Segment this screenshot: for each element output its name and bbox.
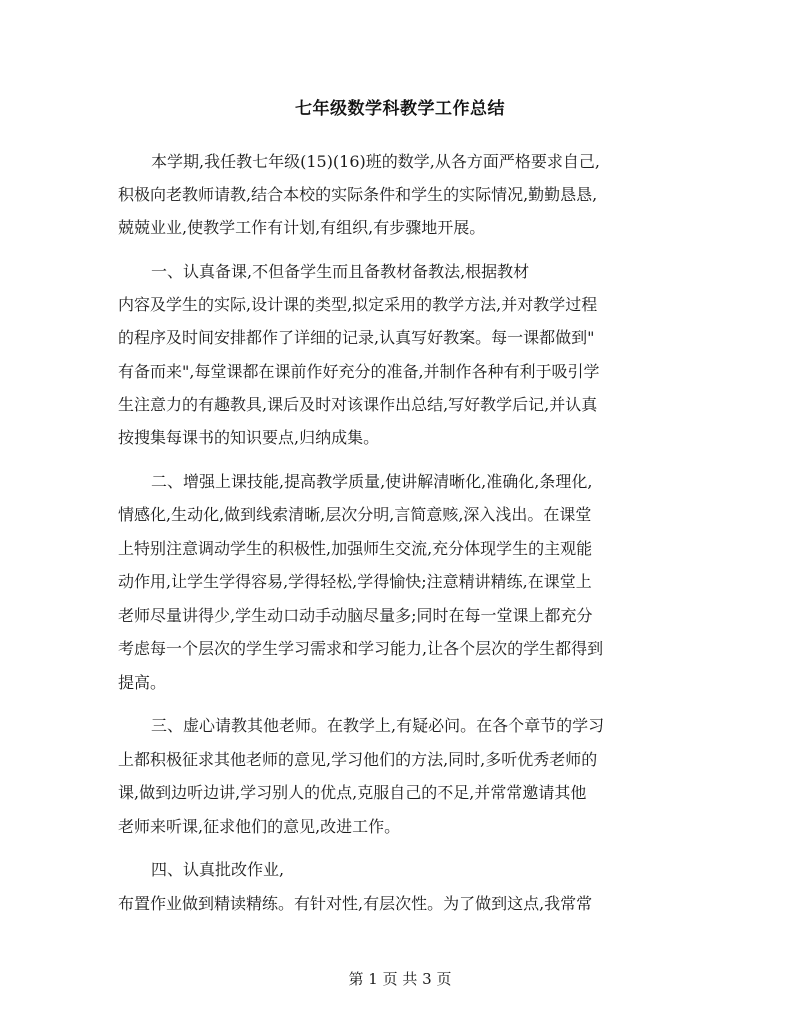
page-number: 第 1 页 共 3 页 bbox=[348, 970, 452, 988]
paragraph-line: 本学期,我任教七年级(15)(16)班的数学,从各方面严格要求自己, bbox=[151, 152, 600, 171]
paragraph-line: 老师尽量讲得少,学生动口动手动脑尽量多;同时在每一堂课上都充分 bbox=[118, 606, 593, 625]
document-title: 七年级数学科教学工作总结 bbox=[295, 99, 505, 119]
paragraph-line: 老师来听课,征求他们的意见,改进工作。 bbox=[118, 817, 401, 836]
paragraph-line: 提高。 bbox=[118, 673, 167, 692]
paragraph-line: 兢兢业业,使教学工作有计划,有组织,有步骤地开展。 bbox=[118, 218, 486, 237]
paragraph-line: 有备而来",每堂课都在课前作好充分的准备,并制作各种有利于吸引学 bbox=[118, 362, 600, 381]
paragraph-line: 情感化,生动化,做到线索清晰,层次分明,言简意赅,深入浅出。在课堂 bbox=[118, 505, 592, 524]
paragraph-line: 积极向老教师请教,结合本校的实际条件和学生的实际情况,勤勤恳恳, bbox=[118, 185, 598, 204]
paragraph-line: 二、增强上课技能,提高教学质量,使讲解清晰化,准确化,条理化, bbox=[151, 472, 593, 491]
paragraph-line: 布置作业做到精读精练。有针对性,有层次性。为了做到这点,我常常 bbox=[118, 894, 593, 913]
paragraph-line: 课,做到边听边讲,学习别人的优点,克服自己的不足,并常常邀请其他 bbox=[118, 783, 587, 802]
paragraph-line: 生注意力的有趣教具,课后及时对该课作出总结,写好教学后记,并认真 bbox=[118, 395, 598, 414]
paragraph-line: 一、认真备课,不但备学生而且备教材备教法,根据教材 bbox=[151, 262, 530, 281]
paragraph-line: 三、虚心请教其他老师。在教学上,有疑必问。在各个章节的学习 bbox=[151, 716, 605, 735]
paragraph-line: 按搜集每课书的知识要点,归纳成集。 bbox=[118, 428, 380, 447]
paragraph-line: 内容及学生的实际,设计课的类型,拟定采用的教学方法,并对教学过程 bbox=[118, 295, 598, 314]
paragraph-line: 考虑每一个层次的学生学习需求和学习能力,让各个层次的学生都得到 bbox=[118, 639, 604, 658]
paragraph-line: 上特别注意调动学生的积极性,加强师生交流,充分体现学生的主观能 bbox=[118, 539, 593, 558]
paragraph-line: 的程序及时间安排都作了详细的记录,认真写好教案。每一课都做到" bbox=[118, 328, 595, 347]
paragraph-line: 上都积极征求其他老师的意见,学习他们的方法,同时,多听优秀老师的 bbox=[118, 750, 598, 769]
paragraph-line: 动作用,让学生学得容易,学得轻松,学得愉快;注意精讲精练,在课堂上 bbox=[118, 572, 592, 591]
paragraph-line: 四、认真批改作业, bbox=[151, 860, 285, 879]
